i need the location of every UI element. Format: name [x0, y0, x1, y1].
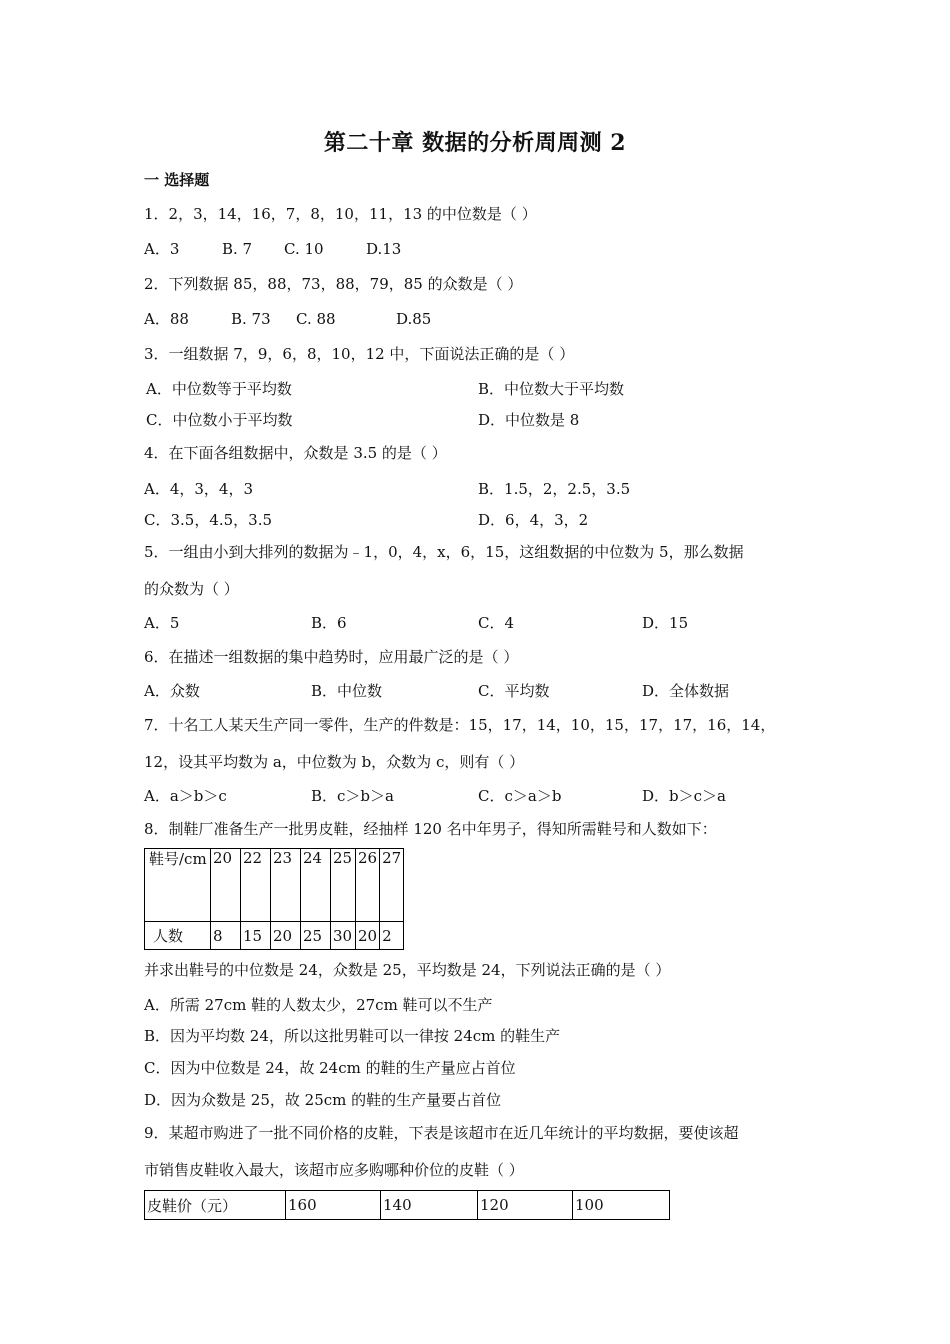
table-cell: 27 — [380, 849, 404, 922]
question-4-stem: 4．在下面各组数据中，众数是 3.5 的是（ ） — [144, 444, 447, 462]
q4-option-b: B．1.5，2，2.5，3.5 — [478, 480, 631, 498]
question-1-stem: 1．2，3，14，16，7，8，10，11，13 的中位数是（ ） — [144, 205, 537, 223]
q8-option-a: A．所需 27cm 鞋的人数太少，27cm 鞋可以不生产 — [144, 996, 493, 1014]
q8-option-b: B．因为平均数 24，所以这批男鞋可以一律按 24cm 的鞋生产 — [144, 1027, 561, 1045]
question-9-stem-line-1: 9．某超市购进了一批不同价格的皮鞋，下表是该超市在近几年统计的平均数据，要使该超 — [144, 1124, 739, 1142]
table-cell: 160 — [286, 1191, 381, 1220]
question-8-stem-continued: 并求出鞋号的中位数是 24，众数是 25，平均数是 24，下列说法正确的是（ ） — [144, 961, 671, 979]
page-title: 第二十章 数据的分析周周测 2 — [323, 130, 627, 156]
q3-option-c: C．中位数小于平均数 — [146, 411, 293, 429]
table-cell: 8 — [211, 922, 241, 950]
question-8-stem: 8．制鞋厂准备生产一批男皮鞋，经抽样 120 名中年男子，得知所需鞋号和人数如下： — [144, 820, 717, 838]
table-cell: 140 — [381, 1191, 478, 1220]
q6-option-b: B．中位数 — [311, 682, 383, 700]
table-row — [145, 1191, 670, 1220]
table-cell: 26 — [356, 849, 380, 922]
table-cell: 鞋号/cm — [145, 849, 211, 922]
table-cell: 24 — [301, 849, 331, 922]
q4-option-a: A．4，3，4，3 — [144, 480, 254, 498]
question-9-stem-line-2: 市销售皮鞋收入最大，该超市应多购哪种价位的皮鞋（ ） — [144, 1161, 524, 1179]
table-row — [145, 922, 404, 950]
q4-option-c: C．3.5，4.5，3.5 — [144, 511, 273, 529]
table-cell: 25 — [331, 849, 356, 922]
section-heading: 一 选择题 — [144, 171, 210, 189]
table-cell: 2 — [380, 922, 404, 950]
q3-option-b: B．中位数大于平均数 — [478, 380, 625, 398]
q6-option-c: C．平均数 — [478, 682, 550, 700]
q7-option-c: C．c＞a＞b — [478, 787, 562, 805]
question-7-stem-line-1: 7．十名工人某天生产同一零件，生产的件数是：15，17，14，10，15，17，17，16，14， — [144, 716, 776, 734]
table-cell: 23 — [271, 849, 301, 922]
table-cell: 30 — [331, 922, 356, 950]
q8-option-c: C．因为中位数是 24，故 24cm 的鞋的生产量应占首位 — [144, 1059, 516, 1077]
table-cell: 100 — [573, 1191, 670, 1220]
q2-option-b: B. 73 — [231, 310, 271, 328]
q8-option-d: D．因为众数是 25，故 25cm 的鞋的生产量要占首位 — [144, 1091, 502, 1109]
q1-option-a: A．3 — [144, 240, 180, 258]
q5-option-b: B．6 — [311, 614, 347, 632]
q2-option-c: C. 88 — [296, 310, 336, 328]
question-5-stem-line-1: 5．一组由小到大排列的数据为﹣1，0，4，x，6，15，这组数据的中位数为 5，那么数据 — [144, 543, 744, 561]
q1-option-b: B. 7 — [222, 240, 253, 258]
table-cell: 皮鞋价（元） — [145, 1191, 286, 1220]
q6-option-a: A．众数 — [144, 682, 200, 700]
q1-option-d: D.13 — [366, 240, 402, 258]
q3-option-d: D．中位数是 8 — [478, 411, 580, 429]
table-cell: 22 — [241, 849, 271, 922]
q7-option-a: A．a＞b＞c — [144, 787, 227, 805]
q5-option-d: D．15 — [642, 614, 689, 632]
shoe-price-table — [144, 1190, 670, 1220]
q7-option-b: B．c＞b＞a — [311, 787, 394, 805]
table-row — [145, 849, 404, 922]
table-cell: 15 — [241, 922, 271, 950]
question-3-stem: 3．一组数据 7，9，6，8，10，12 中，下面说法正确的是（ ） — [144, 345, 575, 363]
q5-option-a: A．5 — [144, 614, 180, 632]
table-cell: 20 — [356, 922, 380, 950]
q6-option-d: D．全体数据 — [642, 682, 730, 700]
question-7-stem-line-2: 12，设其平均数为 a，中位数为 b，众数为 c，则有（ ） — [144, 753, 525, 771]
q7-option-d: D．b＞c＞a — [642, 787, 726, 805]
shoe-size-table — [144, 848, 404, 950]
table-cell: 20 — [211, 849, 241, 922]
q3-option-a: A．中位数等于平均数 — [146, 380, 292, 398]
q5-option-c: C．4 — [478, 614, 515, 632]
q4-option-d: D．6，4，3，2 — [478, 511, 589, 529]
question-6-stem: 6．在描述一组数据的集中趋势时，应用最广泛的是（ ） — [144, 648, 519, 666]
q2-option-a: A．88 — [144, 310, 189, 328]
question-5-stem-line-2: 的众数为（ ） — [144, 580, 239, 598]
question-2-stem: 2．下列数据 85，88，73，88，79，85 的众数是（ ） — [144, 275, 523, 293]
q1-option-c: C. 10 — [284, 240, 324, 258]
q2-option-d: D.85 — [396, 310, 432, 328]
table-cell: 120 — [478, 1191, 573, 1220]
table-cell: 20 — [271, 922, 301, 950]
table-cell: 人数 — [145, 922, 211, 950]
table-cell: 25 — [301, 922, 331, 950]
